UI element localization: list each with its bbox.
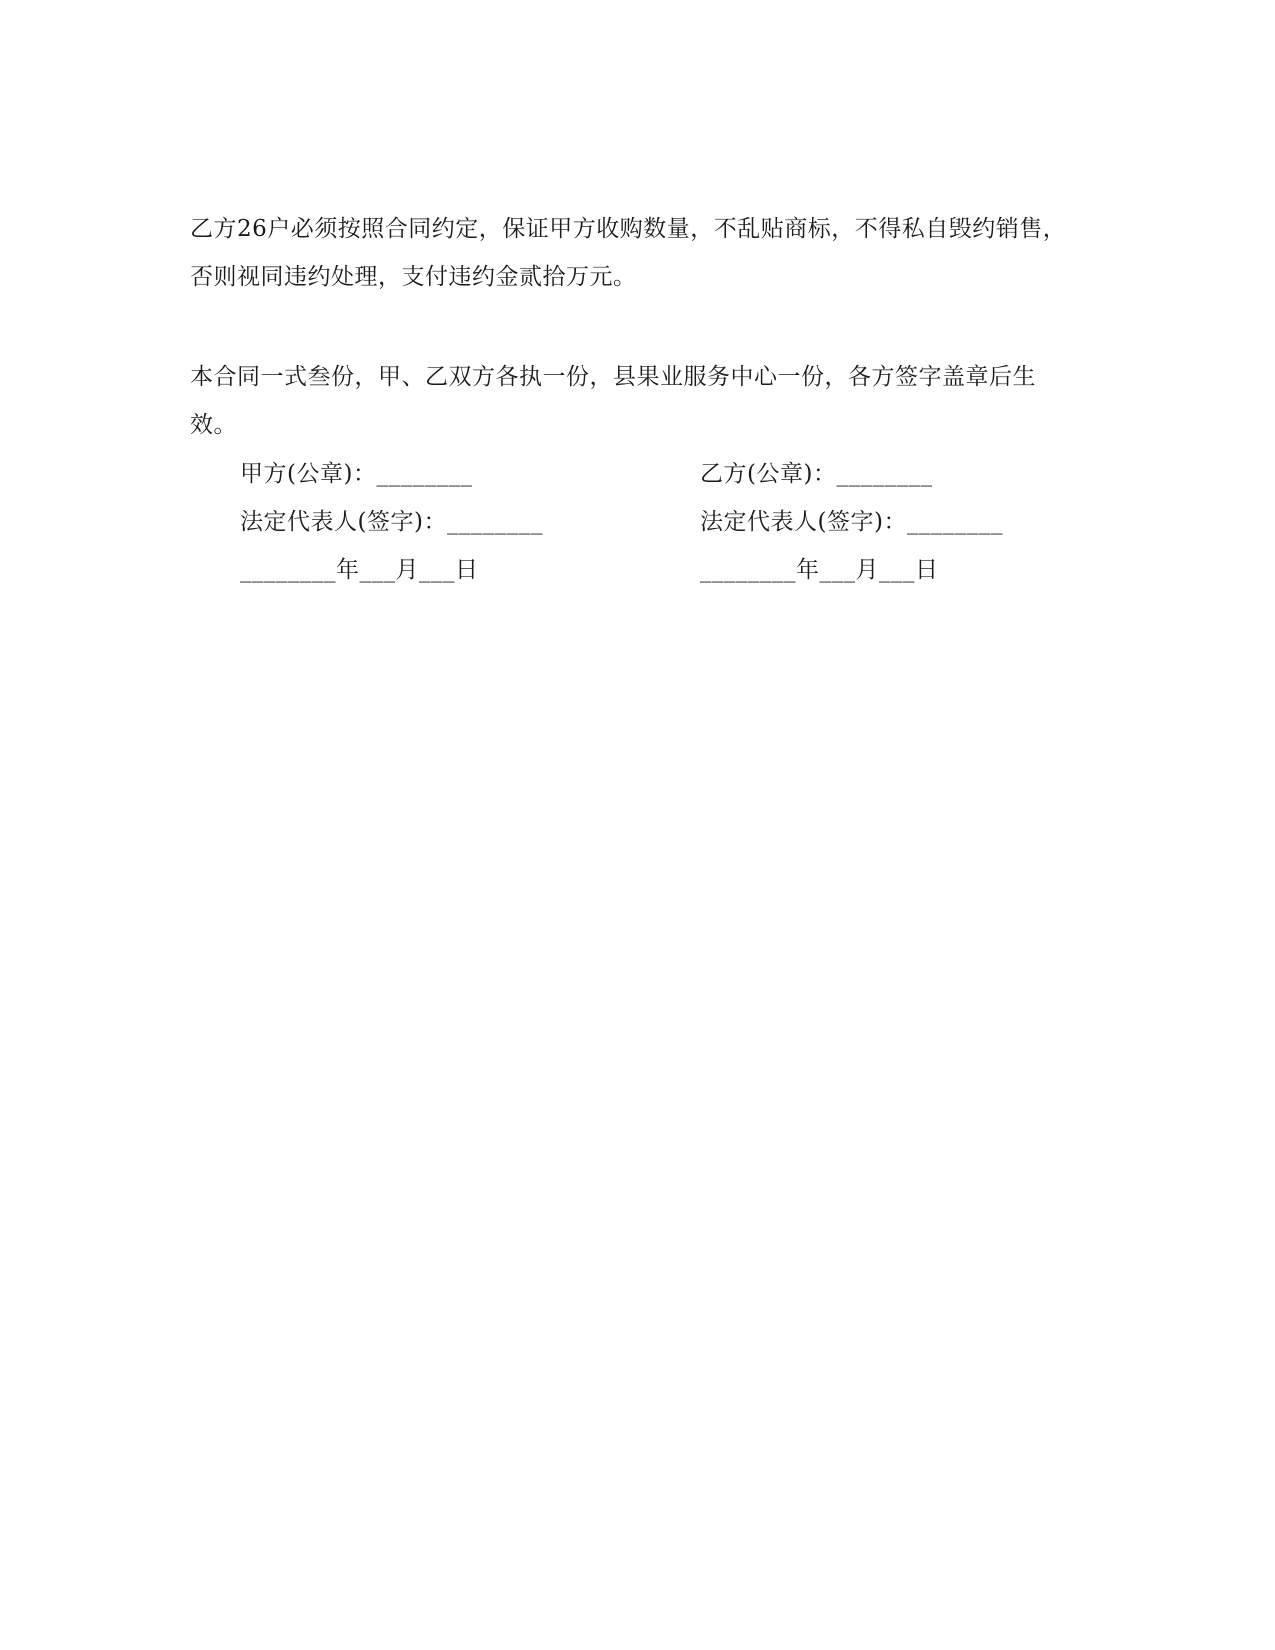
party-a-representative-line: 法定代表人(签字)：________ xyxy=(240,509,543,535)
paragraph-copies-clause: 本合同一式叁份，甲、乙双方各执一份，县果业服务中心一份，各方签字盖章后生效。 xyxy=(190,364,1036,438)
paragraph-breach-clause: 乙方26户必须按照合同约定，保证甲方收购数量，不乱贴商标，不得私自毁约销售，否则视同违约处理，支付违约金贰拾万元。 xyxy=(190,216,1067,290)
party-b-date-line: ________年___月___日 xyxy=(700,557,939,583)
signature-block-party-a xyxy=(240,450,543,594)
party-b-seal-line: 乙方(公章)：________ xyxy=(700,461,933,487)
party-a-date-line: ________年___月___日 xyxy=(240,557,479,583)
signature-block-party-b xyxy=(700,450,1003,594)
party-a-seal-line: 甲方(公章)：________ xyxy=(240,461,473,487)
party-b-representative-line: 法定代表人(签字)：________ xyxy=(700,509,1003,535)
